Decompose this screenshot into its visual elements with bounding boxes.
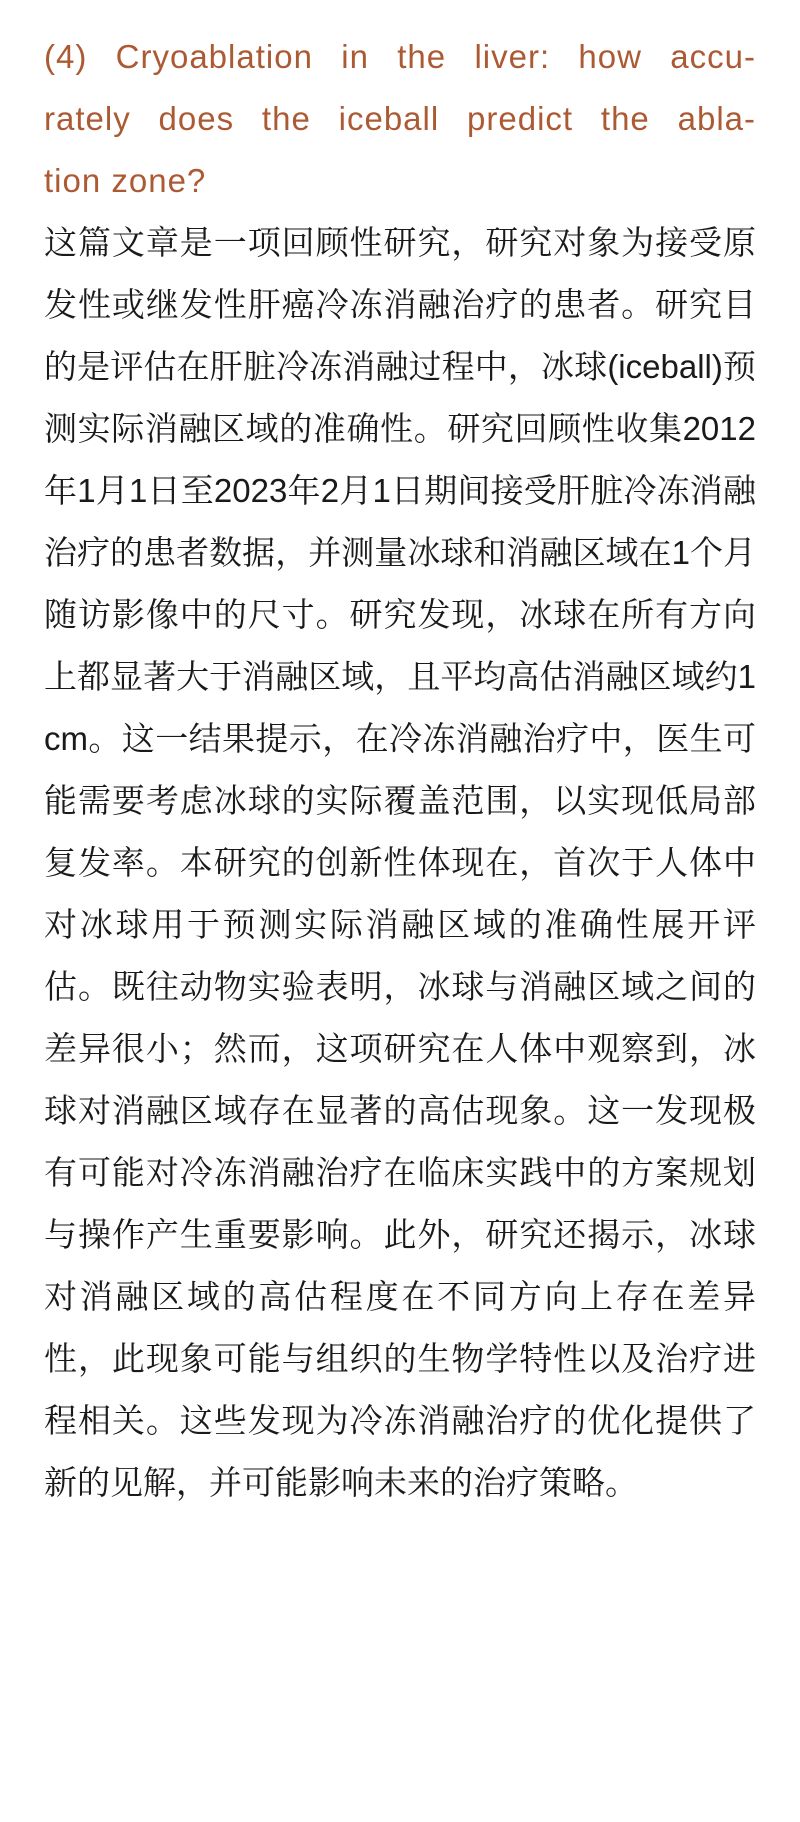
article-heading <box>44 26 756 212</box>
heading-line-2: rately does the iceball predict the abla- <box>44 100 756 137</box>
heading-line-3: tion zone? <box>44 162 207 199</box>
article-body-paragraph: 这篇文章是一项回顾性研究，研究对象为接受原发性或继发性肝癌冷冻消融治疗的患者。研究目的是评估在肝脏冷冻消融过程中，冰球(iceball)预测实际消融区域的准确性。研究回顾性收集2012年1月1日至2023年2月1日期间接受肝脏冷冻消融治疗的患者数据，并测量冰球和消融区域在1个月随访影像中的尺寸。研究发现，冰球在所有方向上都显著大于消融区域，且平均高估消融区域约1cm。这一结果提示，在冷冻消融治疗中，医生可能需要考虑冰球的实际覆盖范围，以实现低局部复发率。本研究的创新性体现在，首次于人体中对冰球用于预测实际消融区域的准确性展开评估。既往动物实验表明，冰球与消融区域之间的差异很小；然而，这项研究在人体中观察到，冰球对消融区域存在显著的高估现象。这一发现极有可能对冷冻消融治疗在临床实践中的方案规划与操作产生重要影响。此外，研究还揭示，冰球对消融区域的高估程度在不同方向上存在差异性，此现象可能与组织的生物学特性以及治疗进程相关。这些发现为冷冻消融治疗的优化提供了新的见解，并可能影响未来的治疗策略。 <box>44 224 756 1501</box>
heading-line-1: (4) Cryoablation in the liver: how accu- <box>44 38 756 75</box>
